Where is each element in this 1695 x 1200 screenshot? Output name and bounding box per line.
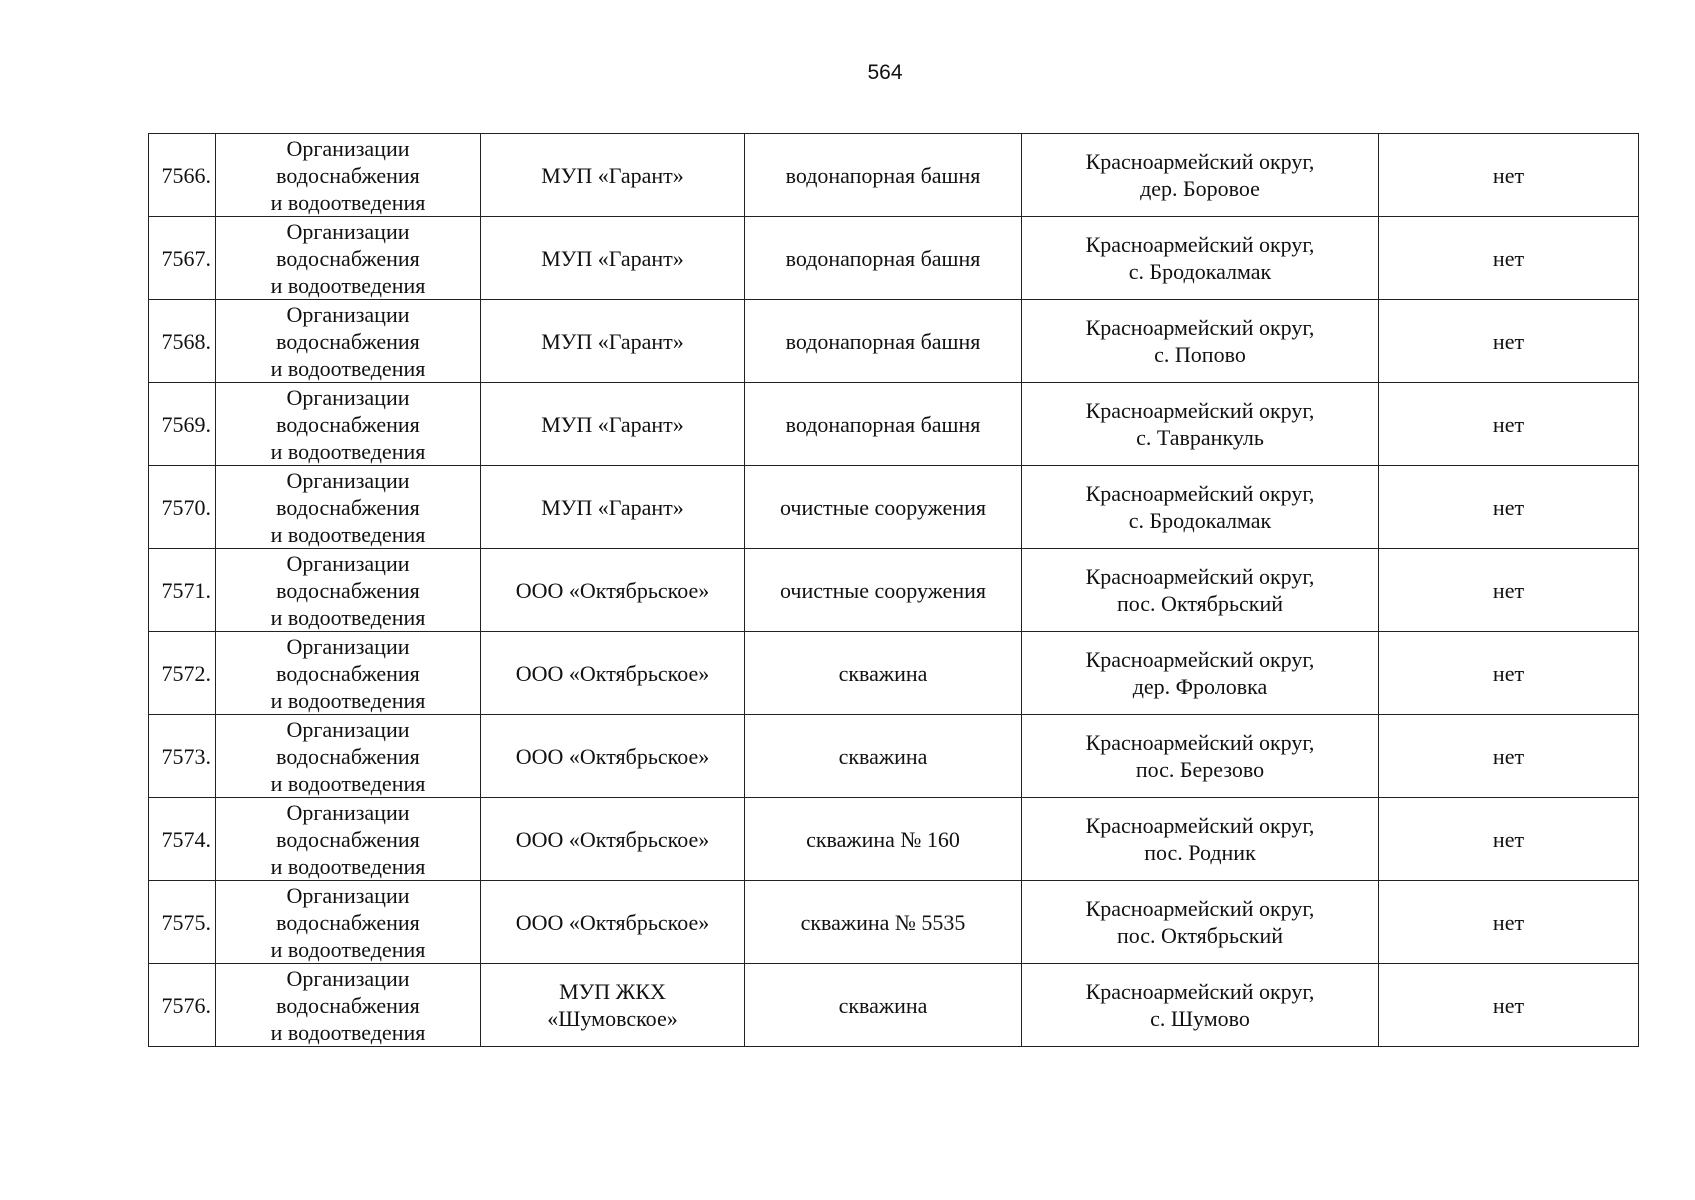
category-cell xyxy=(216,549,481,632)
table-row xyxy=(149,798,1639,881)
organization-line: МУП «Гарант» xyxy=(541,162,684,188)
address-line: с. Тавранкуль xyxy=(1136,425,1264,450)
category-cell xyxy=(216,881,481,964)
object-cell: водонапорная башня xyxy=(745,134,1022,217)
address-line: Красноармейский округ, xyxy=(1085,149,1315,174)
object-cell: водонапорная башня xyxy=(745,217,1022,300)
object-cell: очистные сооружения xyxy=(745,549,1022,632)
category-line: Организации xyxy=(286,633,410,659)
address-cell xyxy=(1022,798,1379,881)
organization-cell xyxy=(481,964,745,1047)
table-row xyxy=(149,383,1639,466)
object-cell: очистные сооружения xyxy=(745,466,1022,549)
organization-line: ООО «Октябрьское» xyxy=(515,660,710,686)
category-line: и водоотведения xyxy=(270,438,426,464)
address-line: пос. Родник xyxy=(1144,840,1256,865)
object-cell: скважина xyxy=(745,715,1022,798)
address-line: Красноармейский округ, xyxy=(1085,730,1315,755)
address-line: Красноармейский округ, xyxy=(1085,232,1315,257)
organization-cell xyxy=(481,134,745,217)
object-cell: скважина № 5535 xyxy=(745,881,1022,964)
row-number-cell: 7576. xyxy=(149,964,216,1047)
address-line: Красноармейский округ, xyxy=(1085,481,1315,506)
status-cell: нет xyxy=(1379,466,1639,549)
address-cell xyxy=(1022,134,1379,217)
category-line: водоснабжения xyxy=(276,743,420,769)
category-line: Организации xyxy=(286,550,410,576)
address-line: с. Бродокалмак xyxy=(1128,259,1272,284)
category-line: водоснабжения xyxy=(276,328,420,354)
category-line: водоснабжения xyxy=(276,660,420,686)
category-line: Организации xyxy=(286,799,410,825)
organization-cell xyxy=(481,383,745,466)
table-row xyxy=(149,217,1639,300)
address-line: Красноармейский округ, xyxy=(1085,564,1315,589)
category-line: Организации xyxy=(286,467,410,493)
category-line: и водоотведения xyxy=(270,521,426,547)
address-cell xyxy=(1022,383,1379,466)
table-row xyxy=(149,134,1639,217)
organization-line: ООО «Октябрьское» xyxy=(515,743,710,769)
category-cell xyxy=(216,466,481,549)
row-number-cell: 7569. xyxy=(149,383,216,466)
address-line: пос. Октябрьский xyxy=(1116,591,1284,616)
address-line: дер. Фроловка xyxy=(1132,674,1268,699)
category-line: водоснабжения xyxy=(276,909,420,935)
category-line: водоснабжения xyxy=(276,826,420,852)
category-cell xyxy=(216,217,481,300)
table-row xyxy=(149,549,1639,632)
row-number-cell: 7566. xyxy=(149,134,216,217)
category-line: и водоотведения xyxy=(270,189,426,215)
table-body xyxy=(149,134,1639,1047)
organization-line: МУП «Гарант» xyxy=(541,411,684,437)
organization-line: МУП «Гарант» xyxy=(541,494,684,520)
row-number-cell: 7568. xyxy=(149,300,216,383)
category-cell xyxy=(216,300,481,383)
category-cell xyxy=(216,134,481,217)
row-number-cell: 7575. xyxy=(149,881,216,964)
organization-line: МУП «Гарант» xyxy=(541,245,684,271)
address-line: с. Шумово xyxy=(1150,1006,1250,1031)
category-line: Организации xyxy=(286,135,410,161)
category-line: Организации xyxy=(286,716,410,742)
category-line: Организации xyxy=(286,384,410,410)
category-line: водоснабжения xyxy=(276,411,420,437)
row-number-cell: 7570. xyxy=(149,466,216,549)
address-line: дер. Боровое xyxy=(1140,176,1260,201)
address-line: Красноармейский округ, xyxy=(1085,398,1315,423)
status-cell: нет xyxy=(1379,632,1639,715)
organization-line: ООО «Октябрьское» xyxy=(515,909,710,935)
address-line: Красноармейский округ, xyxy=(1085,896,1315,921)
table-row xyxy=(149,466,1639,549)
status-cell: нет xyxy=(1379,549,1639,632)
category-cell xyxy=(216,964,481,1047)
status-cell: нет xyxy=(1379,300,1639,383)
organization-cell xyxy=(481,715,745,798)
address-line: Красноармейский округ, xyxy=(1085,813,1315,838)
table-row xyxy=(149,964,1639,1047)
address-line: пос. Березово xyxy=(1135,757,1265,782)
table-row xyxy=(149,881,1639,964)
category-line: Организации xyxy=(286,301,410,327)
organization-line: МУП «Гарант» xyxy=(541,328,684,354)
category-line: и водоотведения xyxy=(270,272,426,298)
register-table xyxy=(148,133,1639,1047)
address-line: с. Бродокалмак xyxy=(1128,508,1272,533)
category-line: и водоотведения xyxy=(270,687,426,713)
object-cell: скважина xyxy=(745,632,1022,715)
address-line: Красноармейский округ, xyxy=(1085,647,1315,672)
organization-cell xyxy=(481,798,745,881)
category-line: водоснабжения xyxy=(276,992,420,1018)
category-line: Организации xyxy=(286,218,410,244)
category-line: и водоотведения xyxy=(270,1019,426,1045)
category-cell xyxy=(216,383,481,466)
category-line: водоснабжения xyxy=(276,245,420,271)
status-cell: нет xyxy=(1379,964,1639,1047)
category-line: и водоотведения xyxy=(270,604,426,630)
organization-line: «Шумовское» xyxy=(547,1006,678,1031)
object-cell: скважина № 160 xyxy=(745,798,1022,881)
category-line: и водоотведения xyxy=(270,853,426,879)
row-number-cell: 7567. xyxy=(149,217,216,300)
organization-cell xyxy=(481,881,745,964)
category-line: и водоотведения xyxy=(270,770,426,796)
row-number-cell: 7573. xyxy=(149,715,216,798)
status-cell: нет xyxy=(1379,881,1639,964)
address-line: пос. Октябрьский xyxy=(1116,923,1284,948)
object-cell: скважина xyxy=(745,964,1022,1047)
category-cell xyxy=(216,632,481,715)
address-cell xyxy=(1022,549,1379,632)
status-cell: нет xyxy=(1379,217,1639,300)
organization-cell xyxy=(481,632,745,715)
object-cell: водонапорная башня xyxy=(745,300,1022,383)
category-line: водоснабжения xyxy=(276,494,420,520)
organization-line: МУП ЖКХ xyxy=(559,979,666,1004)
page-number: 564 xyxy=(867,61,903,84)
address-line: Красноармейский округ, xyxy=(1085,979,1315,1004)
organization-cell xyxy=(481,217,745,300)
status-cell: нет xyxy=(1379,134,1639,217)
table-row xyxy=(149,715,1639,798)
category-line: водоснабжения xyxy=(276,577,420,603)
organization-cell xyxy=(481,549,745,632)
status-cell: нет xyxy=(1379,383,1639,466)
address-cell xyxy=(1022,466,1379,549)
organization-line: ООО «Октябрьское» xyxy=(515,577,710,603)
address-line: Красноармейский округ, xyxy=(1085,315,1315,340)
address-cell xyxy=(1022,300,1379,383)
category-line: водоснабжения xyxy=(276,162,420,188)
organization-line: ООО «Октябрьское» xyxy=(515,826,710,852)
address-cell xyxy=(1022,881,1379,964)
organization-cell xyxy=(481,466,745,549)
row-number-cell: 7574. xyxy=(149,798,216,881)
table-row xyxy=(149,300,1639,383)
row-number-cell: 7571. xyxy=(149,549,216,632)
row-number-cell: 7572. xyxy=(149,632,216,715)
organization-cell xyxy=(481,300,745,383)
category-cell xyxy=(216,798,481,881)
category-line: Организации xyxy=(286,882,410,908)
table-row xyxy=(149,632,1639,715)
status-cell: нет xyxy=(1379,798,1639,881)
address-cell xyxy=(1022,217,1379,300)
address-cell xyxy=(1022,715,1379,798)
category-line: и водоотведения xyxy=(270,355,426,381)
category-cell xyxy=(216,715,481,798)
object-cell: водонапорная башня xyxy=(745,383,1022,466)
category-line: и водоотведения xyxy=(270,936,426,962)
address-line: с. Попово xyxy=(1154,342,1246,367)
address-cell xyxy=(1022,632,1379,715)
category-line: Организации xyxy=(286,965,410,991)
address-cell xyxy=(1022,964,1379,1047)
status-cell: нет xyxy=(1379,715,1639,798)
